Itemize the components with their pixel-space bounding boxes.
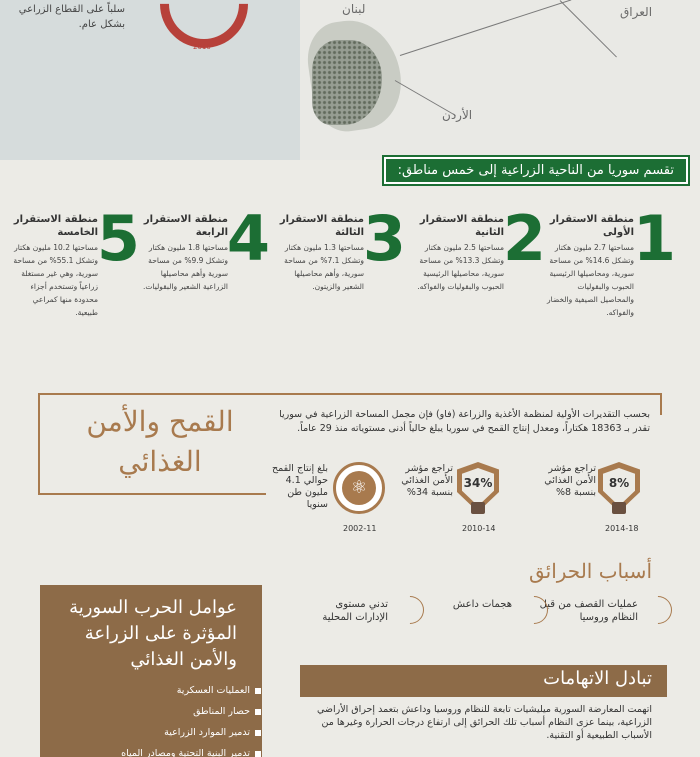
blame-text: اتهمت المعارضة السورية ميليشيات تابعة للنظام وروسيا وداعش بتعمد إحراق الأراضي الزراعية، بينما عزى النظام أسباب تلك الحرائق إلى ارتفاع درجات الحرارة وغيرها من الأسباب الطبيعية أو التقنية. (317, 704, 652, 741)
stat-caption: تراجع مؤشر الأمن الغذائي بنسبة 8% (544, 463, 596, 498)
stat-year: 2014-18 (605, 524, 639, 533)
war-factors-box (40, 585, 262, 757)
zone-name: منطقة الاستقرار الثانية (419, 214, 504, 238)
cause-item: عمليات القصف من قبل النظام وروسيا (539, 599, 638, 623)
zone-number: 4 (226, 202, 270, 275)
stat-caption: تراجع مؤشر الأمن الغذائي بنسبة 34% (401, 463, 453, 498)
cause-arc (390, 590, 430, 630)
map-label-iraq: العراق (620, 5, 653, 19)
shield-value: 8% (608, 476, 630, 490)
stat-year: 2002-11 (343, 524, 377, 533)
zone-5 (12, 202, 140, 332)
cause-item: تدني مستوى الإدارات المحلية (322, 599, 388, 623)
zone-name: منطقة الاستقرار الثالثة (279, 214, 364, 238)
stat-year: 2010-14 (462, 524, 496, 533)
wheat-rule (266, 393, 662, 395)
shield-8-icon (598, 462, 640, 518)
zones-title: تقسم سوريا من الناحية الزراعية إلى خمس مناطق: (384, 157, 688, 184)
zone-desc: مساحتها 10.2 مليون هكتار وتشكل 55.1% من مساحة سورية، وهي غير مستغلة زراعياً وتستخدم أجزاء محدودة منها كمراعي طبيعية. (13, 243, 98, 317)
war-title: عوامل الحرب السورية المؤثرة على الزراعة والأمن الغذائي (69, 597, 237, 670)
donut-year: 2010 (193, 43, 211, 51)
zone-4 (142, 202, 270, 332)
cause-arc (638, 590, 678, 630)
zone-desc: مساحتها 2.7 مليون هكتار وتشكل 14.6% من مساحة سورية، ومحاصيلها الرئيسية الحبوب والبقوليات والمحاصيل الصيفية والخضار والفواكه. (547, 243, 634, 317)
map-label-jordan: الأردن (442, 108, 473, 122)
zone-desc: مساحتها 1.8 مليون هكتار وتشكل 9.9% من مساحة سورية وأهم محاصيلها الزراعية الشعير والبقوليات. (142, 243, 228, 291)
zone-1 (547, 202, 676, 332)
zone-3 (278, 202, 406, 332)
zone-number: 5 (96, 202, 140, 275)
map-label-lebanon: لبنان (342, 2, 366, 16)
zone-name: منطقة الاستقرار الأولى (549, 214, 634, 238)
war-item: العمليات العسكرية (176, 685, 250, 696)
fires-title: أسباب الحرائق (528, 559, 652, 583)
wheat-text: بحسب التقديرات الأولية لمنظمة الأغذية والزراعة (فاو) فإن مجمل المساحة الزراعية في سوريا تقدر بـ 18363 هكتاراً، ومعدل إنتاج القمح في سوريا يبلغ حالياً أدنى مستوياته منذ 29 عاماً. (279, 409, 650, 434)
top-text: سلباً على القطاع الزراعي بشكل عام. (18, 4, 125, 30)
zone-number: 3 (362, 202, 406, 275)
wheat-rule-right (660, 393, 662, 415)
zone-number: 2 (502, 202, 546, 275)
lock-icon (612, 502, 626, 514)
stat-caption: بلغ إنتاج القمح حوالي 4.1 مليون طن سنويا (271, 463, 328, 510)
war-item: تدمير الموارد الزراعية (164, 727, 250, 738)
war-item: تدمير البنية التحتية ومصادر المياه (121, 748, 250, 757)
war-item: حصار المناطق (193, 706, 250, 717)
zone-name: منطقة الاستقرار الرابعة (143, 214, 228, 238)
wheat-icon: ⚛ (333, 462, 385, 514)
zone-number: 1 (632, 202, 676, 275)
zone-desc: مساحتها 2.5 مليون هكتار وتشكل 13.3% من مساحة سورية، محاصيلها الرئيسية الحبوب والبقوليات والفواكه. (417, 243, 504, 291)
map-area (0, 0, 700, 160)
wheat-title: القمح والأمن الغذائي (86, 405, 234, 478)
zone-desc: مساحتها 1.3 مليون هكتار وتشكل 7.1% من مساحة سورية، وأهم محاصيلها الشعير والزيتون. (284, 243, 364, 291)
zone-name: منطقة الاستقرار الخامسة (13, 214, 98, 238)
zone-2 (417, 202, 546, 332)
shield-34-icon (457, 462, 499, 518)
lock-icon (471, 502, 485, 514)
blame-title: تبادل الاتهامات (543, 668, 652, 689)
shield-value: 34% (463, 476, 493, 490)
cause-item: هجمات داعش (452, 599, 512, 610)
